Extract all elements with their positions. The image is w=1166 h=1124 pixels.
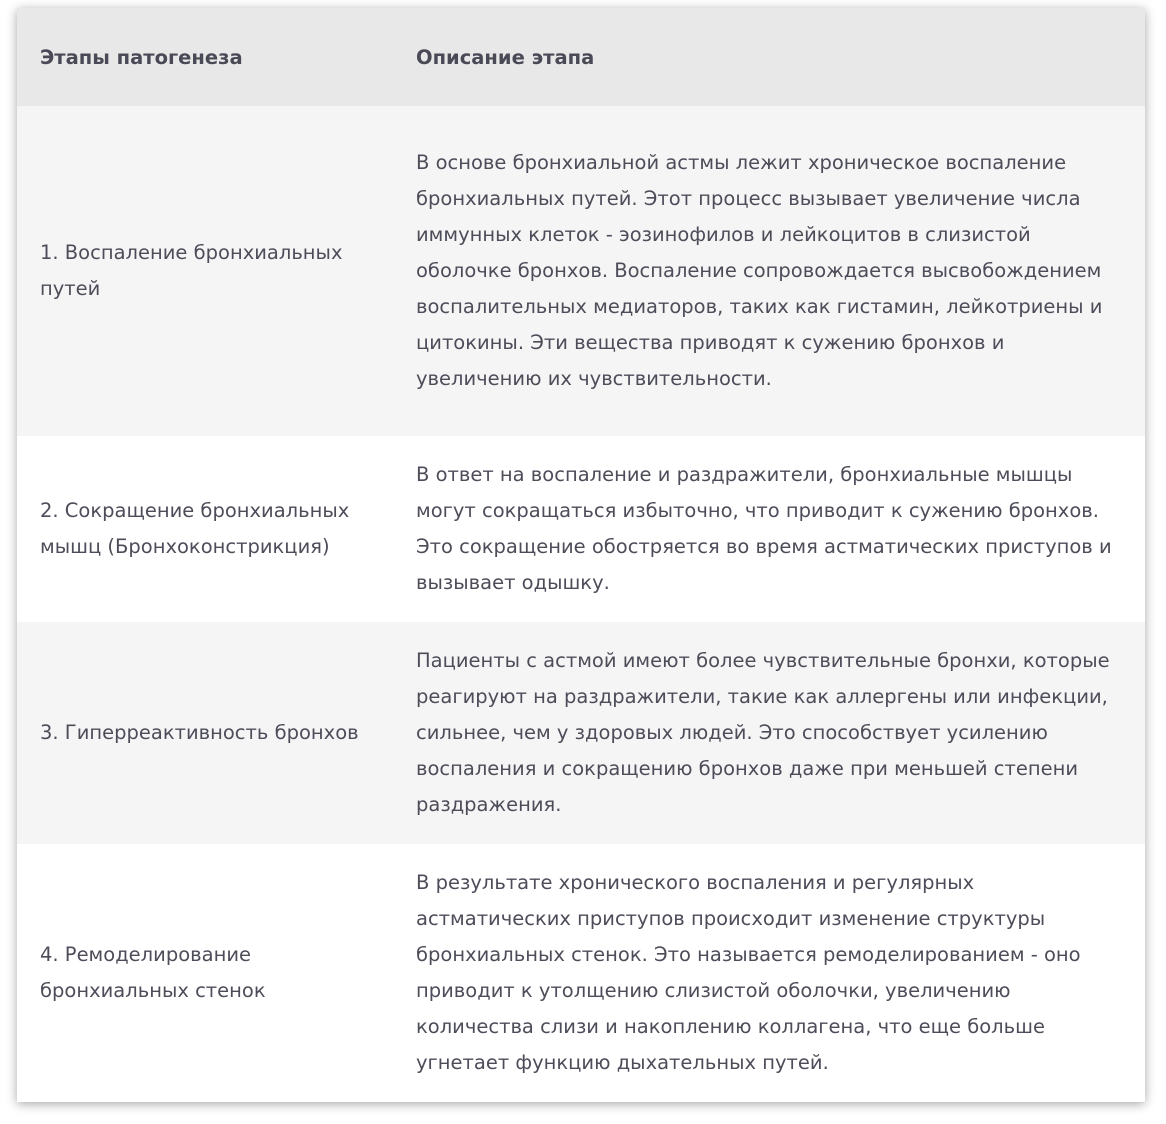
description-cell: В основе бронхиальной астмы лежит хроническое воспаление бронхиальных путей. Этот процесс вызывает увеличение числа иммунных клеток - эозинофилов и лейкоцитов в слизистой оболочке бронхов. Воспаление сопровождается высвобождением воспалительных медиаторов, таких как гистамин, лейкотриены и цитокины. Эти вещества приводят к сужению бронхов и увеличению их чувствительности.: [393, 106, 1145, 436]
pathogenesis-table-card: [17, 8, 1145, 1102]
table-row: [17, 106, 1145, 436]
header-stage: Этапы патогенеза: [17, 8, 393, 106]
stage-cell: 1. Воспаление бронхиальных путей: [17, 106, 393, 436]
stage-cell: 2. Сокращение бронхиальных мышц (Бронхоконстрикция): [17, 436, 393, 622]
table-row: [17, 844, 1145, 1102]
description-cell: Пациенты с астмой имеют более чувствительные бронхи, которые реагируют на раздражители, такие как аллергены или инфекции, сильнее, чем у здоровых людей. Это способствует усилению воспаления и сокращению бронхов даже при меньшей степени раздражения.: [393, 622, 1145, 844]
stage-cell: 3. Гиперреактивность бронхов: [17, 622, 393, 844]
table-header-row: [17, 8, 1145, 106]
pathogenesis-table: [17, 8, 1145, 1102]
description-cell: В результате хронического воспаления и регулярных астматических приступов происходит изменение структуры бронхиальных стенок. Это называется ремоделированием - оно приводит к утолщению слизистой оболочки, увеличению количества слизи и накоплению коллагена, что еще больше угнетает функцию дыхательных путей.: [393, 844, 1145, 1102]
header-description: Описание этапа: [393, 8, 1145, 106]
table-row: [17, 436, 1145, 622]
table-row: [17, 622, 1145, 844]
description-cell: В ответ на воспаление и раздражители, бронхиальные мышцы могут сокращаться избыточно, что приводит к сужению бронхов. Это сокращение обостряется во время астматических приступов и вызывает одышку.: [393, 436, 1145, 622]
stage-cell: 4. Ремоделирование бронхиальных стенок: [17, 844, 393, 1102]
